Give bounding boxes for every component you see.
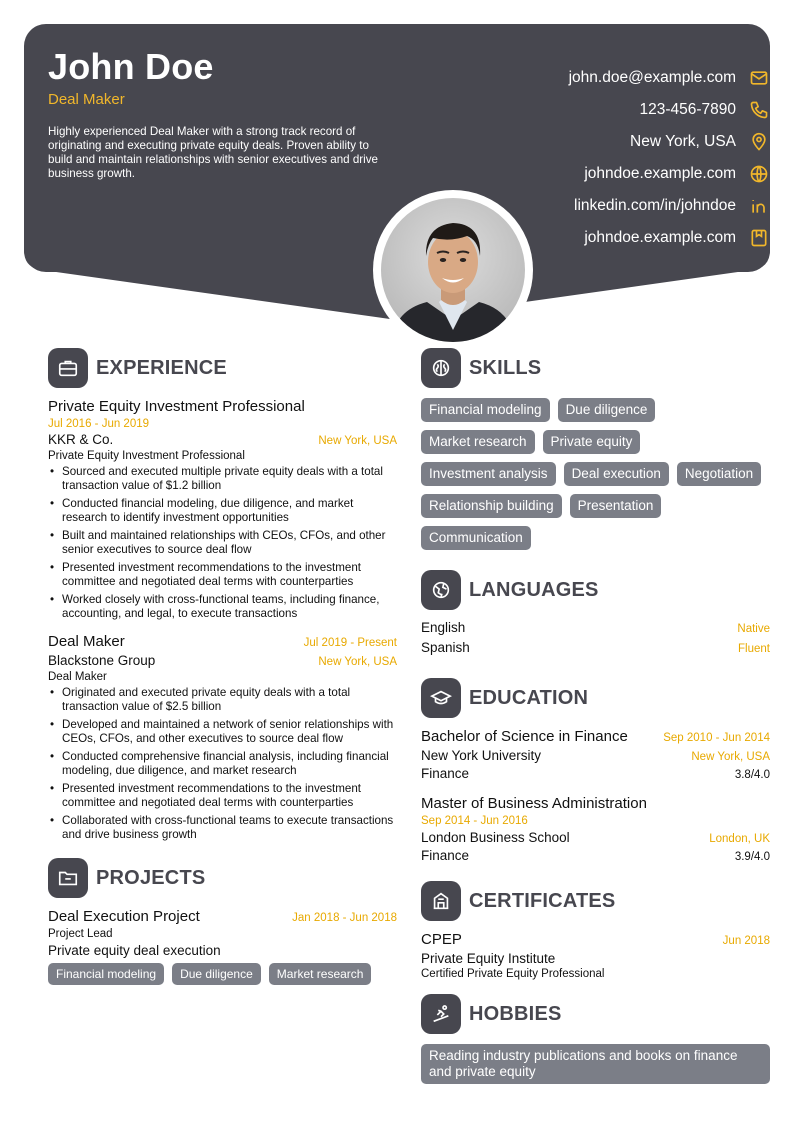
experience-section-header: [48, 348, 397, 388]
experience-entry: [48, 633, 397, 842]
education-entry: [421, 728, 770, 781]
education-school: New York University: [421, 748, 542, 763]
contact-email-text: john.doe@example.com: [568, 69, 736, 86]
list-item: • Conducted comprehensive financial analysis, including financial modeling, due diligence, and market research: [48, 750, 397, 778]
skill-tag: Deal execution: [564, 462, 669, 486]
language-row: [421, 640, 770, 660]
experience-location: New York, USA: [318, 435, 397, 447]
languages-section-header: [421, 570, 770, 610]
education-section-header: [421, 678, 770, 718]
certificate-description: Certified Private Equity Professional: [421, 968, 605, 980]
language-level: Native: [737, 623, 770, 635]
contact-website[interactable]: [450, 158, 770, 190]
projects-section-header: [48, 858, 397, 898]
project-role: Project Lead: [48, 928, 113, 940]
hobby-item: Reading industry publications and books on finance and private equity: [421, 1044, 770, 1084]
contact-portfolio-text: johndoe.example.com: [584, 229, 736, 246]
experience-entry: [48, 398, 397, 621]
linkedin-icon: [748, 195, 770, 217]
experience-bullets: [48, 686, 397, 842]
folder-icon: [48, 858, 88, 898]
profile-photo-frame: [373, 190, 533, 350]
education-field: Finance: [421, 848, 470, 863]
skill-tag: Presentation: [570, 494, 662, 518]
left-column: [48, 348, 397, 985]
skills-title: SKILLS: [469, 356, 542, 379]
list-item: • Conducted financial modeling, due diligence, and market research to identify investment opportunities: [48, 497, 397, 525]
languages-title: LANGUAGES: [469, 578, 599, 601]
language-name: Spanish: [421, 640, 470, 655]
globe-icon: [748, 163, 770, 185]
language-row: [421, 620, 770, 640]
candidate-role: Deal Maker: [48, 91, 125, 108]
skill-tag: Investment analysis: [421, 462, 556, 486]
experience-date: Jul 2016 - Jun 2019: [48, 418, 150, 430]
experience-company: KKR & Co.: [48, 432, 114, 447]
certificate-date: Jun 2018: [722, 935, 770, 947]
brain-icon: [421, 348, 461, 388]
skill-tag: Private equity: [543, 430, 641, 454]
experience-subtitle: Deal Maker: [48, 671, 107, 683]
language-level: Fluent: [738, 643, 770, 655]
phone-icon: [748, 99, 770, 121]
experience-location: New York, USA: [318, 656, 397, 668]
skill-tag: Market research: [421, 430, 535, 454]
education-date: Sep 2010 - Jun 2014: [663, 732, 770, 744]
certificate-issuer: Private Equity Institute: [421, 951, 556, 966]
education-degree: Master of Business Administration: [421, 795, 647, 812]
list-item: • Originated and executed private equity deals with a total transaction value of $2.5 billion: [48, 686, 397, 714]
right-column: [421, 348, 770, 1084]
education-grade: 3.8/4.0: [734, 769, 770, 781]
project-date: Jan 2018 - Jun 2018: [292, 912, 397, 924]
project-tag: Due diligence: [172, 963, 261, 985]
certificate-entry: [421, 931, 770, 980]
contact-linkedin-text: linkedin.com/in/johndoe: [574, 197, 736, 214]
experience-company: Blackstone Group: [48, 653, 156, 668]
candidate-name: John Doe: [48, 46, 214, 87]
graduation-cap-icon: [421, 678, 461, 718]
project-description: Private equity deal execution: [48, 943, 221, 958]
list-item: • Built and maintained relationships with CEOs, CFOs, and other senior executives to source deal flow: [48, 529, 397, 557]
experience-subtitle: Private Equity Investment Professional: [48, 450, 245, 462]
location-pin-icon: [748, 131, 770, 153]
project-tag: Market research: [269, 963, 372, 985]
education-location: London, UK: [709, 833, 770, 845]
projects-title: PROJECTS: [96, 866, 206, 889]
education-entry: [421, 795, 770, 863]
list-item: • Presented investment recommendations to the investment committee and negotiated deal terms with counterparties: [48, 782, 397, 810]
briefcase-icon: [48, 348, 88, 388]
language-globe-icon: [421, 570, 461, 610]
project-tag: Financial modeling: [48, 963, 164, 985]
skills-section-header: [421, 348, 770, 388]
skill-tag: Financial modeling: [421, 398, 550, 422]
contact-website-text: johndoe.example.com: [584, 165, 736, 182]
contact-email[interactable]: [450, 62, 770, 94]
education-grade: 3.9/4.0: [734, 851, 770, 863]
language-name: English: [421, 620, 466, 635]
education-title: EDUCATION: [469, 686, 589, 709]
skills-tags: [421, 398, 770, 550]
list-item: • Developed and maintained a network of senior relationships with CEOs, CFOs, and other executives to source deal flow: [48, 718, 397, 746]
experience-position: Private Equity Investment Professional: [48, 398, 305, 415]
contact-location: [450, 126, 770, 158]
contact-phone[interactable]: [450, 94, 770, 126]
contact-location-text: New York, USA: [630, 133, 736, 150]
education-degree: Bachelor of Science in Finance: [421, 728, 628, 745]
bookmark-icon: [748, 227, 770, 249]
skill-tag: Relationship building: [421, 494, 562, 518]
skill-tag: Due diligence: [558, 398, 656, 422]
list-item: • Collaborated with cross-functional teams to execute transactions and drive business growth: [48, 814, 397, 842]
skill-tag: Communication: [421, 526, 531, 550]
education-date: Sep 2014 - Jun 2016: [421, 815, 528, 827]
experience-date: Jul 2019 - Present: [303, 637, 397, 649]
profile-photo: [381, 198, 525, 342]
certificate-name: CPEP: [421, 931, 462, 948]
education-field: Finance: [421, 766, 470, 781]
list-item: • Worked closely with cross-functional teams, including finance, accounting, and legal, to execute transactions: [48, 593, 397, 621]
hobbies-title: HOBBIES: [469, 1002, 562, 1025]
project-entry: [48, 908, 397, 985]
education-school: London Business School: [421, 830, 570, 845]
mail-icon: [748, 67, 770, 89]
contact-phone-text: 123-456-7890: [639, 101, 736, 118]
hobbies-section-header: [421, 994, 770, 1034]
certificates-title: CERTIFICATES: [469, 889, 616, 912]
education-location: New York, USA: [691, 751, 770, 763]
languages-list: [421, 620, 770, 660]
list-item: • Presented investment recommendations to the investment committee and negotiated deal terms with counterparties: [48, 561, 397, 589]
project-name: Deal Execution Project: [48, 908, 200, 925]
experience-bullets: [48, 465, 397, 621]
experience-position: Deal Maker: [48, 633, 125, 650]
skill-tag: Negotiation: [677, 462, 761, 486]
project-tags: [48, 963, 397, 985]
certificates-section-header: [421, 881, 770, 921]
list-item: • Sourced and executed multiple private equity deals with a total transaction value of $1.2 billion: [48, 465, 397, 493]
institution-icon: [421, 881, 461, 921]
experience-title: EXPERIENCE: [96, 356, 227, 379]
profile-summary: Highly experienced Deal Maker with a strong track record of originating and executing private equity deals. Proven ability to build and maintain relationships with senior executives and drive business growth.: [48, 125, 378, 180]
skier-icon: [421, 994, 461, 1034]
